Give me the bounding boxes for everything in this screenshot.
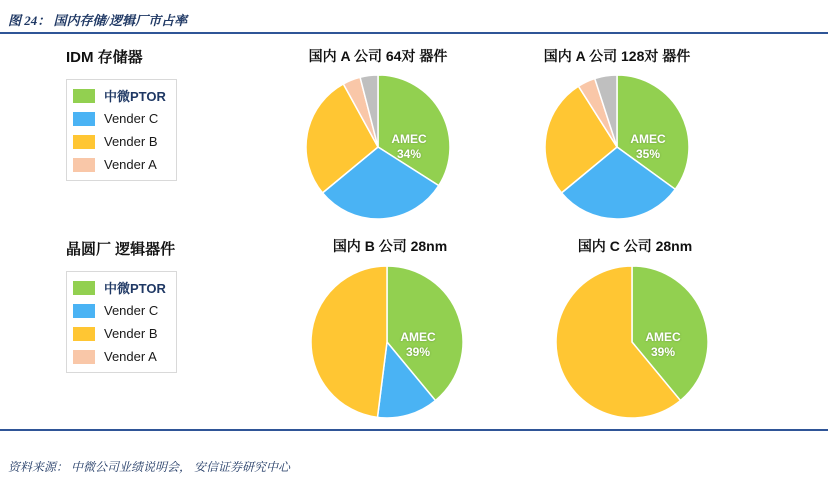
pie-annotation-value: 39% — [650, 345, 676, 359]
pie-annotation-series: AMEC — [630, 132, 666, 146]
pie-chart-svg — [540, 262, 730, 422]
pie-chart-svg — [300, 262, 480, 422]
chart-a64 — [283, 46, 473, 222]
chart-title: 国内 C 公司 28nm — [577, 238, 693, 254]
pie-chart — [540, 262, 730, 422]
legend-item — [73, 345, 166, 368]
chart-title: 国内 A 公司 64对 器件 — [308, 48, 448, 64]
legend-item-label: Vender A — [104, 349, 157, 364]
figure-title: 图 24： 国内存储/逻辑厂市占率 — [8, 13, 188, 28]
legend-swatch-icon — [73, 89, 95, 103]
legend-swatch-icon — [73, 350, 95, 364]
chart-b28 — [300, 236, 480, 422]
legend-item-label: Vender B — [104, 326, 158, 341]
legend-foundry-logic-heading: 晶圆厂 逻辑器件 — [66, 241, 176, 258]
legend-swatch-icon — [73, 281, 95, 295]
pie-annotation-value: 39% — [405, 345, 431, 359]
legend-item — [73, 153, 166, 176]
source-divider — [0, 429, 828, 453]
legend-foundry-logic — [66, 238, 177, 373]
pie-annotation-value: 34% — [396, 147, 422, 161]
source-note: 资料来源： 中微公司业绩说明会， 安信证券研究中心 — [8, 460, 291, 474]
pie-annotation-series: AMEC — [391, 132, 427, 146]
pie-slice-vender-b — [311, 266, 387, 417]
chart-title: 国内 B 公司 28nm — [332, 238, 448, 254]
legend-idm-memory — [66, 46, 177, 181]
legend-item — [73, 276, 166, 299]
pie-annotation-value: 35% — [635, 147, 661, 161]
legend-item — [73, 299, 166, 322]
legend-item — [73, 107, 166, 130]
legend-item-label: Vender C — [104, 303, 159, 318]
pie-chart-svg — [283, 72, 473, 222]
legend-item-label: Vender A — [104, 157, 157, 172]
chart-c28 — [540, 236, 730, 422]
legend-idm-memory-rows — [66, 79, 177, 181]
pie-chart — [517, 72, 717, 222]
pie-chart — [300, 262, 480, 422]
chart-title: 国内 A 公司 128对 器件 — [543, 48, 691, 64]
chart-a128 — [517, 46, 717, 222]
legend-item — [73, 84, 166, 107]
legend-item — [73, 322, 166, 345]
pie-annotation-series: AMEC — [400, 330, 436, 344]
legend-swatch-icon — [73, 112, 95, 126]
legend-swatch-icon — [73, 304, 95, 318]
legend-idm-memory-heading: IDM 存储器 — [66, 49, 143, 66]
legend-item-label: 中微PTOR — [104, 89, 166, 104]
legend-swatch-icon — [73, 158, 95, 172]
pie-annotation-series: AMEC — [645, 330, 681, 344]
pie-chart — [283, 72, 473, 222]
legend-item-label: Vender B — [104, 134, 158, 149]
legend-swatch-icon — [73, 327, 95, 341]
legend-item — [73, 130, 166, 153]
legend-swatch-icon — [73, 135, 95, 149]
legend-item-label: 中微PTOR — [104, 281, 166, 296]
pie-chart-svg — [517, 72, 717, 222]
legend-foundry-logic-rows — [66, 271, 177, 373]
legend-item-label: Vender C — [104, 111, 159, 126]
